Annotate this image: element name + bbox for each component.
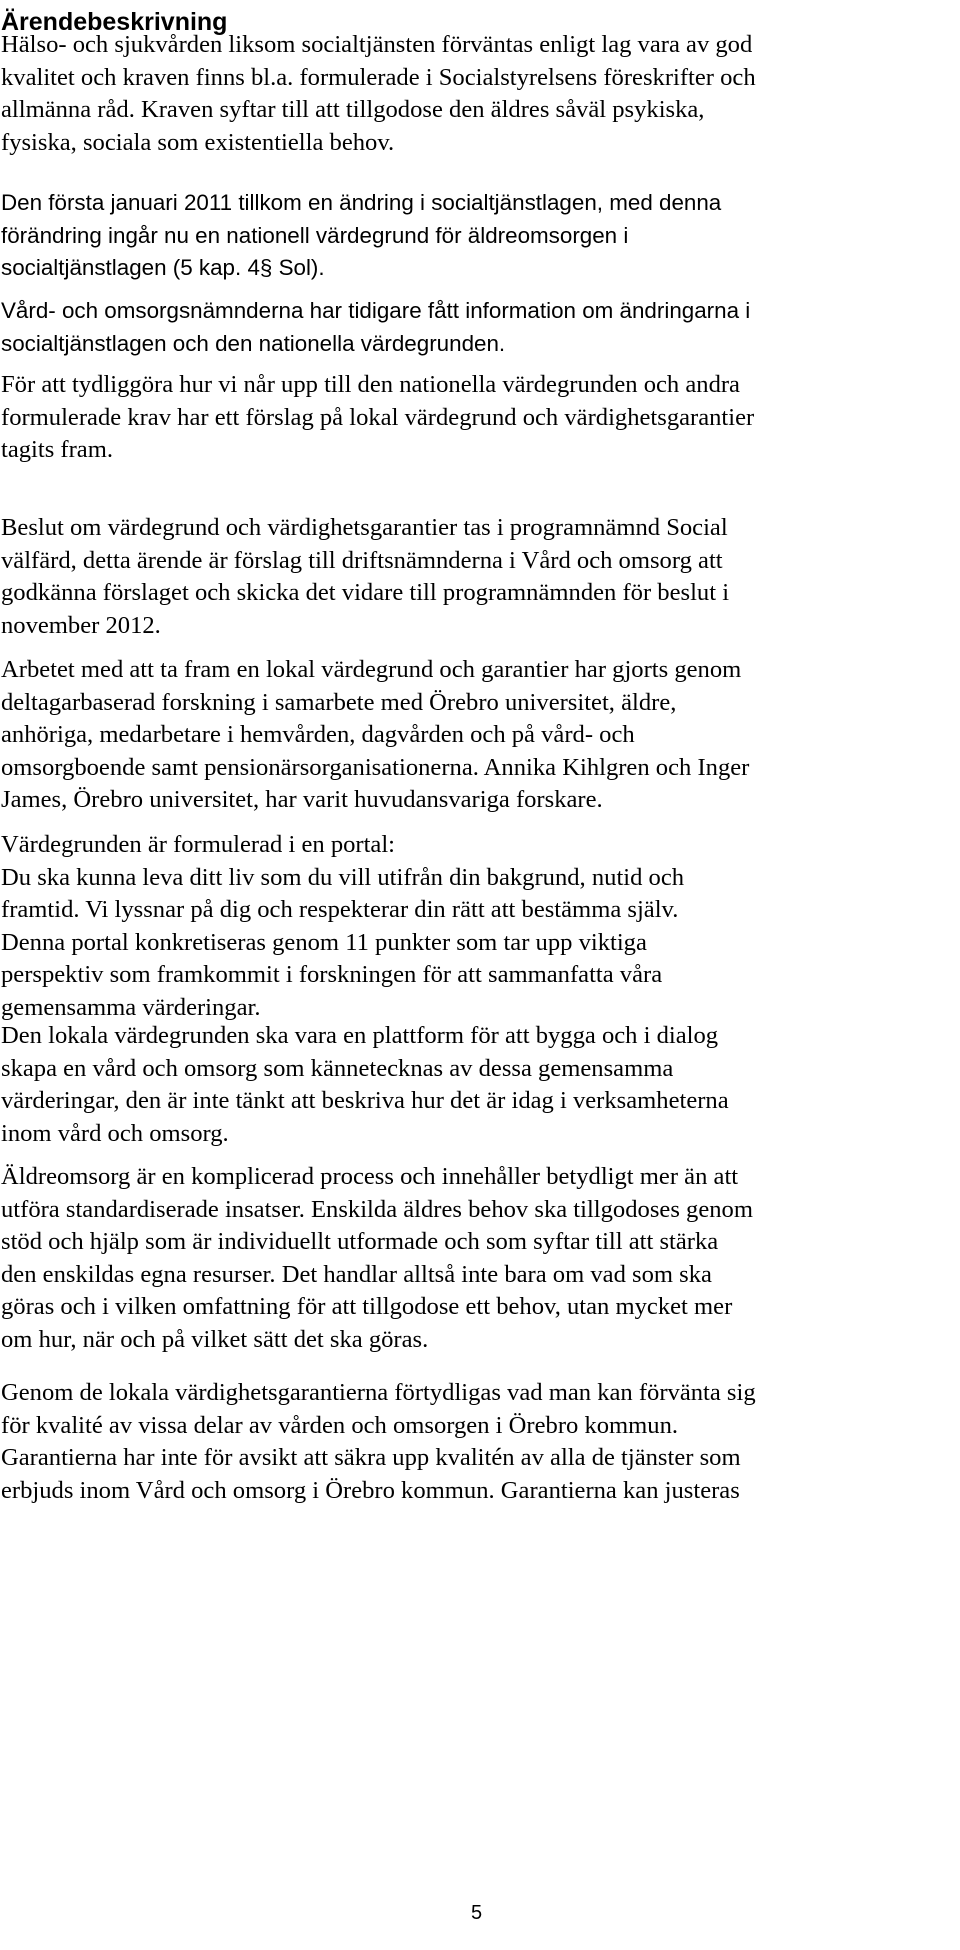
paragraph-line: om hur, när och på vilket sätt det ska göras. [1,1325,429,1353]
paragraph [1,654,956,817]
paragraph-line: gemensamma värderingar. [1,993,261,1021]
paragraph-line: stöd och hjälp som är individuellt utformade och som syftar till att stärka [1,1228,719,1256]
paragraph-line: för kvalité av vissa delar av vården och omsorgen i Örebro kommun. [1,1411,679,1439]
paragraph-line: Hälso- och sjukvården liksom socialtjänsten förväntas enligt lag vara av god [1,31,753,58]
paragraph-line: perspektiv som framkommit i forskningen för att sammanfatta våra [1,961,663,989]
paragraph-line: För att tydliggöra hur vi når upp till den nationella värdegrunden och andra [1,371,740,398]
paragraph-line: Arbetet med att ta fram en lokal värdegrund och garantier har gjorts genom [1,656,742,683]
paragraph-line: tagits fram. [1,436,114,464]
paragraph-line: Värdegrunden är formulerad i en portal: [1,831,396,858]
paragraph-line: allmänna råd. Kraven syftar till att tillgodose den äldres såväl psykiska, [1,96,705,124]
paragraph-line: välfärd, detta ärende är förslag till driftsnämnderna i Vård och omsorg att [1,546,723,574]
paragraph-line: förändring ingår nu en nationell värdegrund för äldreomsorgen i [1,222,629,248]
paragraph-line: fysiska, sociala som existentiella behov. [1,128,395,156]
paragraph-line: Beslut om värdegrund och värdighetsgarantier tas i programnämnd Social [1,514,728,541]
paragraph-line: godkänna förslaget och skicka det vidare till programnämnden för beslut i [1,579,730,607]
paragraph-line: James, Örebro universitet, har varit huvudansvariga forskare. [1,786,603,814]
paragraph-line: framtid. Vi lyssnar på dig och respekterar din rätt att bestämma själv. [1,896,679,924]
paragraph-line: erbjuds inom Vård och omsorg i Örebro kommun. Garantierna kan justeras [1,1476,740,1504]
paragraph [1,1377,956,1507]
paragraph-line: Äldreomsorg är en komplicerad process och innehåller betydligt mer än att [1,1163,739,1190]
paragraph-line: anhöriga, medarbetare i hemvården, dagvården och på vård- och [1,721,635,749]
paragraph [1,295,956,360]
paragraph [1,1020,956,1150]
paragraph-line: inom vård och omsorg. [1,1119,229,1147]
paragraph-line: kvalitet och kraven finns bl.a. formulerade i Socialstyrelsens föreskrifter och [1,63,756,91]
paragraph-line: göras och i vilken omfattning för att tillgodose ett behov, utan mycket mer [1,1293,733,1321]
paragraph-line: utföra standardiserade insatser. Enskilda äldres behov ska tillgodoses genom [1,1195,753,1223]
paragraph-line: Vård- och omsorgsnämnderna har tidigare fått information om ändringarna i [1,298,751,323]
paragraph [1,369,956,467]
paragraph-line: deltagarbaserad forskning i samarbete med Örebro universitet, äldre, [1,688,677,716]
paragraph-line: Du ska kunna leva ditt liv som du vill utifrån din bakgrund, nutid och [1,863,685,891]
paragraph-line: skapa en vård och omsorg som kännetecknas av dessa gemensamma [1,1054,674,1082]
paragraph [1,1161,956,1357]
page-number: 5 [471,1902,483,1924]
paragraph-line: Den första januari 2011 tillkom en ändring i socialtjänstlagen, med denna [1,190,722,215]
document-heading: Ärendebeskrivning [1,8,228,36]
paragraph-line: Denna portal konkretiseras genom 11 punkter som tar upp viktiga [1,928,647,956]
paragraph-line: värderingar, den är inte tänkt att beskriva hur det är idag i verksamheterna [1,1087,729,1115]
paragraph-line: Den lokala värdegrunden ska vara en plattform för att bygga och i dialog [1,1022,719,1049]
paragraph-line: omsorgboende samt pensionärsorganisationerna. Annika Kihlgren och Inger [1,753,750,781]
paragraph-line: den enskildas egna resurser. Det handlar alltså inte bara om vad som ska [1,1260,712,1288]
paragraph [1,187,956,285]
paragraph-line: Garantierna har inte för avsikt att säkra upp kvalitén av alla de tjänster som [1,1444,741,1472]
paragraph-line: socialtjänstlagen (5 kap. 4§ Sol). [1,255,325,281]
paragraph [1,829,956,1025]
paragraph-line: formulerade krav har ett förslag på lokal värdegrund och värdighetsgarantier [1,403,755,431]
paragraph-line: november 2012. [1,611,161,639]
paragraph [1,29,956,159]
paragraph-line: Genom de lokala värdighetsgarantierna förtydligas vad man kan förvänta sig [1,1379,756,1406]
paragraph-line: socialtjänstlagen och den nationella värdegrunden. [1,330,506,356]
paragraph [1,512,956,642]
